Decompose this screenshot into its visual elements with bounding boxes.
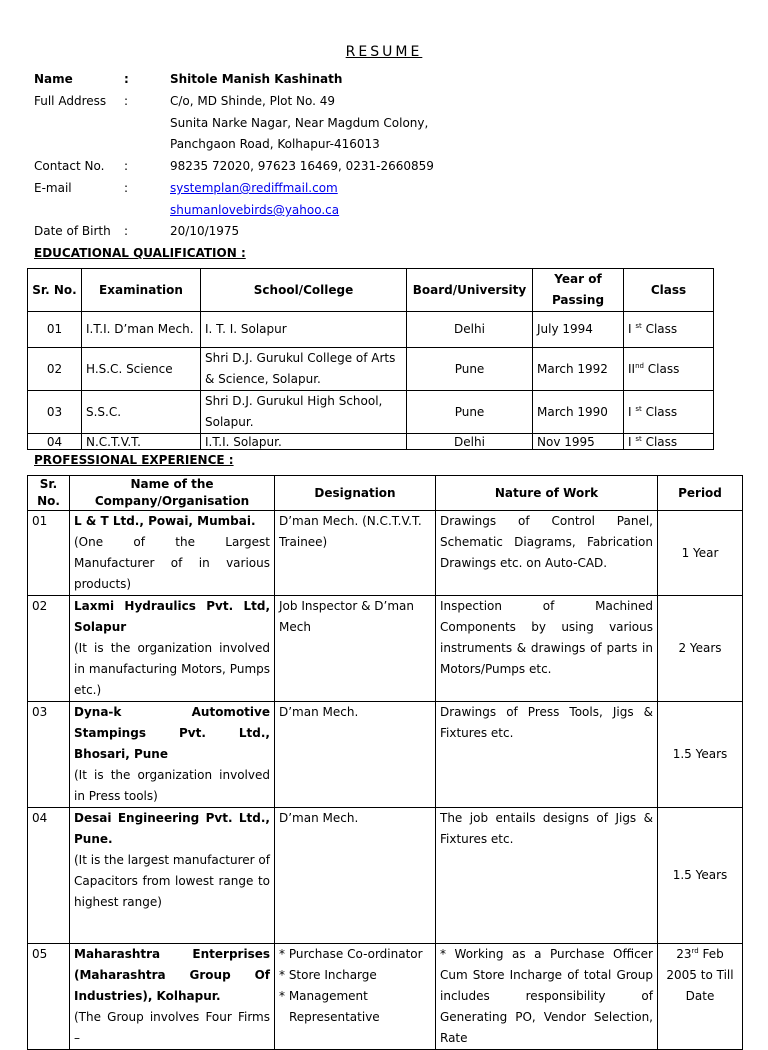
class-rest: Class [641, 322, 678, 336]
company-note: (It is the organization involved in manufacturing Motors, Pumps etc.) [74, 641, 270, 697]
class-base: II [628, 361, 636, 376]
col-header-company: Name of the Company/Organisation [70, 476, 275, 511]
class-cell [624, 312, 714, 348]
col-header-board: Board/University [407, 269, 533, 312]
name-value: Shitole Manish Kashinath [170, 72, 343, 86]
designation-line: * Purchase Co-ordinator [279, 947, 423, 961]
education-heading: EDUCATIONAL QUALIFICATION : [34, 246, 246, 260]
email-link[interactable]: systemplan@rediffmail.com [170, 181, 338, 195]
school-cell: I.T.I. Solapur. [201, 434, 407, 450]
address-line: Sunita Narke Nagar, Near Magdum Colony, [170, 116, 429, 130]
name-label: Name [34, 72, 73, 86]
period-cell: 1.5 Years [658, 702, 743, 808]
school-cell: Shri D.J. Gurukul College of Arts & Science, Solapur. [201, 348, 407, 391]
col-header-school: School/College [201, 269, 407, 312]
col-header-examination: Examination [82, 269, 201, 312]
education-table [27, 268, 714, 450]
school-cell: I. T. I. Solapur [201, 312, 407, 348]
name-colon: : [124, 72, 129, 86]
experience-heading: PROFESSIONAL EXPERIENCE : [34, 453, 234, 467]
col-header-sr: Sr. No. [28, 269, 82, 312]
period-cell: 1.5 Years [658, 808, 743, 944]
exam-cell: I.T.I. D’man Mech. [82, 312, 201, 348]
period-day: 23 [676, 947, 692, 961]
dob-colon: : [124, 224, 129, 238]
contact-value: 98235 72020, 97623 16469, 0231-2660859 [170, 159, 434, 173]
designation-cell: D’man Mech. [275, 808, 436, 944]
period-cell [658, 944, 743, 1050]
class-rest: Class [643, 361, 680, 376]
col-header-year: Year of Passing [533, 269, 624, 312]
class-sup: st [635, 434, 642, 443]
col-header-sr: Sr. No. [28, 476, 70, 511]
sr-cell: 02 [28, 348, 82, 391]
board-cell: Pune [407, 348, 533, 391]
designation-line: * Management [279, 989, 368, 1003]
work-cell: The job entails designs of Jigs & Fixtures etc. [436, 808, 658, 944]
education-header-row [28, 269, 714, 312]
table-row [28, 596, 743, 702]
table-row [28, 312, 714, 348]
class-base: I [628, 434, 632, 449]
company-note: (One of the Largest Manufacturer of in various products) [74, 535, 270, 591]
class-sup: st [635, 322, 642, 330]
class-cell [624, 391, 714, 434]
year-cell: July 1994 [533, 312, 624, 348]
company-name: Dyna-k Automotive Stampings Pvt. Ltd., Bhosari, Pune [74, 705, 270, 761]
sr-cell: 04 [28, 808, 70, 944]
col-header-work: Nature of Work [436, 476, 658, 511]
work-cell: Drawings of Control Panel, Schematic Diagrams, Fabrication Drawings etc. on Auto-CAD. [436, 511, 658, 596]
period-rest: Feb 2005 to Till Date [666, 947, 734, 1003]
designation-cell: D’man Mech. [275, 702, 436, 808]
table-row [28, 944, 743, 1050]
period-cell: 2 Years [658, 596, 743, 702]
company-name: L & T Ltd., Powai, Mumbai. [74, 514, 256, 528]
experience-table [27, 475, 743, 1050]
email-colon: : [124, 181, 129, 195]
company-name: Maharashtra Enterprises (Maharashtra Group Of Industries), Kolhapur. [74, 947, 270, 1003]
company-note: (It is the organization involved in Press tools) [74, 768, 270, 803]
class-rest: Class [641, 404, 678, 419]
sr-cell: 01 [28, 511, 70, 596]
class-base: I [628, 322, 632, 336]
email-label: E-mail [34, 181, 72, 195]
sr-cell: 03 [28, 391, 82, 434]
sr-cell: 04 [28, 434, 82, 450]
company-cell [70, 702, 275, 808]
company-name: Laxmi Hydraulics Pvt. Ltd, Solapur [74, 599, 270, 634]
address-label: Full Address [34, 94, 107, 108]
email-link[interactable]: shumanlovebirds@yahoo.ca [170, 203, 340, 217]
sr-cell: 01 [28, 312, 82, 348]
table-row [28, 511, 743, 596]
resume-title: RESUME [345, 44, 423, 60]
table-row [28, 808, 743, 944]
company-name: Desai Engineering Pvt. Ltd., Pune. [74, 811, 270, 846]
col-header-designation: Designation [275, 476, 436, 511]
exam-cell: N.C.T.V.T. [82, 434, 201, 450]
class-cell [624, 348, 714, 391]
company-cell [70, 511, 275, 596]
experience-header-row [28, 476, 743, 511]
table-row [28, 348, 714, 391]
col-header-class: Class [624, 269, 714, 312]
company-cell [70, 808, 275, 944]
table-row [28, 391, 714, 434]
company-note: (The Group involves Four Firms – [74, 1010, 270, 1045]
address-line: C/o, MD Shinde, Plot No. 49 [170, 94, 336, 108]
period-cell: 1 Year [658, 511, 743, 596]
sr-cell: 03 [28, 702, 70, 808]
sr-cell: 02 [28, 596, 70, 702]
class-rest: Class [641, 434, 678, 449]
board-cell: Pune [407, 391, 533, 434]
designation-line: * Store Incharge [279, 968, 377, 982]
class-base: I [628, 404, 632, 419]
class-sup: st [635, 404, 642, 413]
company-note: (It is the largest manufacturer of Capacitors from lowest range to highest range) [74, 853, 270, 909]
company-cell [70, 596, 275, 702]
board-cell: Delhi [407, 434, 533, 450]
year-cell: March 1990 [533, 391, 624, 434]
designation-cell [275, 944, 436, 1050]
class-cell [624, 434, 714, 450]
period-sup: rd [691, 947, 699, 955]
designation-cell: Job Inspector & D’man Mech [275, 596, 436, 702]
dob-value: 20/10/1975 [170, 224, 240, 238]
company-cell [70, 944, 275, 1050]
address-line: Panchgaon Road, Kolhapur-416013 [170, 137, 380, 151]
address-colon: : [124, 94, 129, 108]
year-cell: Nov 1995 [533, 434, 624, 450]
class-sup: nd [635, 361, 644, 370]
exam-cell: H.S.C. Science [82, 348, 201, 391]
designation-cell: D’man Mech. (N.C.T.V.T. Trainee) [275, 511, 436, 596]
dob-label: Date of Birth [34, 224, 111, 238]
sr-cell: 05 [28, 944, 70, 1050]
work-cell: Drawings of Press Tools, Jigs & Fixtures etc. [436, 702, 658, 808]
exam-cell: S.S.C. [82, 391, 201, 434]
work-cell: Inspection of Machined Components by using various instruments & drawings of parts in Motors/Pumps etc. [436, 596, 658, 702]
work-cell: * Working as a Purchase Officer Cum Store Incharge of total Group includes responsibility of Generating PO, Vendor Selection, Rate [436, 944, 658, 1050]
table-row [28, 702, 743, 808]
year-cell: March 1992 [533, 348, 624, 391]
contact-label: Contact No. [34, 159, 105, 173]
contact-colon: : [124, 159, 129, 173]
board-cell: Delhi [407, 312, 533, 348]
school-cell: Shri D.J. Gurukul High School, Solapur. [201, 391, 407, 434]
designation-line: Representative [289, 1010, 380, 1024]
table-row [28, 434, 714, 450]
col-header-period: Period [658, 476, 743, 511]
